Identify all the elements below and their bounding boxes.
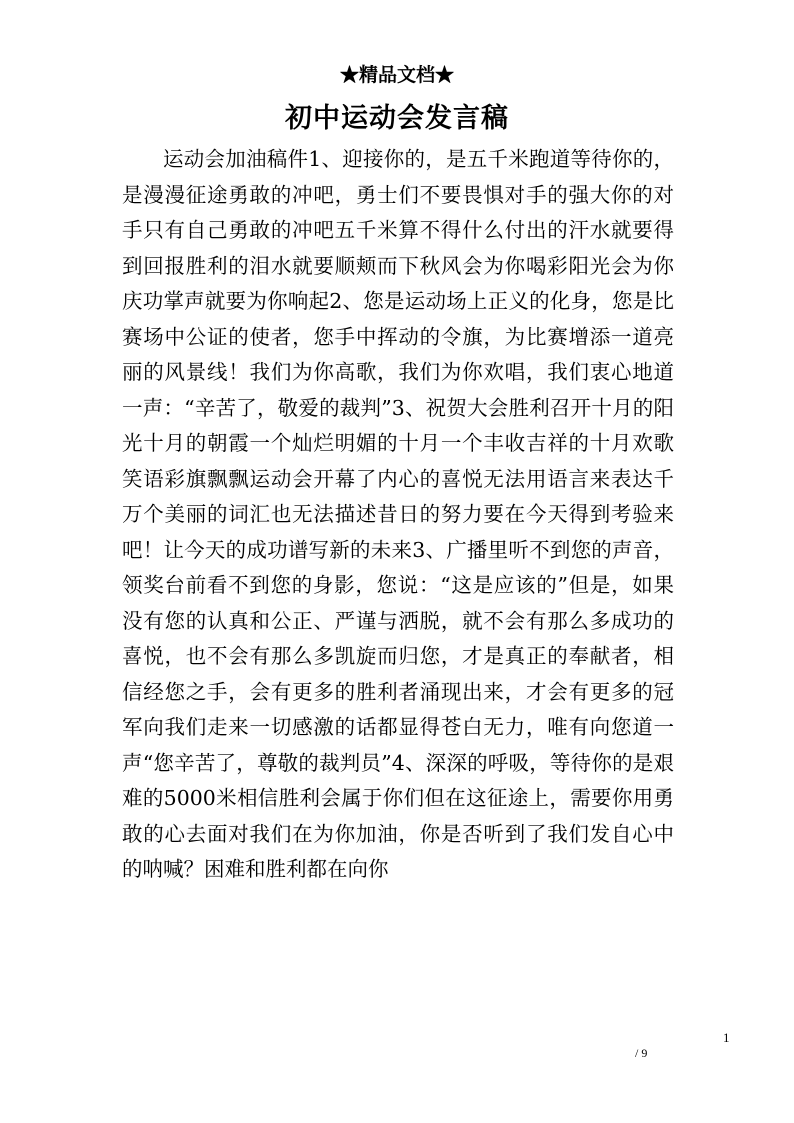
document-body: 运动会加油稿件1、迎接你的，是五千米跑道等待你的，是漫漫征途勇敢的冲吧，勇士们不要畏惧对手的强大你的对手只有自己勇敢的冲吧五千米算不得什么付出的汗水就要得到回报胜利的泪水就要顺颊而下秋风会为你喝彩阳光会为你庆功掌声就要为你响起2、您是运动场上正义的化身，您是比赛场中公证的使者，您手中挥动的令旗，为比赛增添一道亮丽的风景线！我们为你高歌，我们为你欢唱，我们衷心地道一声：“辛苦了，敬爱的裁判”3、祝贺大会胜利召开十月的阳光十月的朝霞一个灿烂明媚的十月一个丰收吉祥的十月欢歌笑语彩旗飘飘运动会开幕了内心的喜悦无法用语言来表达千万个美丽的词汇也无法描述昔日的努力要在今天得到考验来吧！让今天的成功谱写新的未来3、广播里听不到您的声音，领奖台前看不到您的身影，您说：“这是应该的”但是，如果没有您的认真和公正、严谨与洒脱，就不会有那么多成功的喜悦，也不会有那么多凯旋而归您，才是真正的奉献者，相信经您之手，会有更多的胜利者涌现出来，才会有更多的冠军向我们走来一切感激的话都显得苍白无力，唯有向您道一声“您辛苦了，尊敬的裁判员”4、深深的呼吸，等待你的是艰难的5000米相信胜利会属于你们但在这征途上，需要你用勇敢的心去面对我们在为你加油，你是否听到了我们发自心中的呐喊？困难和胜利都在向你 <box>122 147 674 881</box>
page-total: / 9 <box>635 1046 648 1060</box>
page-number: 1 <box>723 1030 730 1045</box>
header-mark: ★精品文档★ <box>339 64 454 86</box>
document-title: 初中运动会发言稿 <box>285 103 509 134</box>
